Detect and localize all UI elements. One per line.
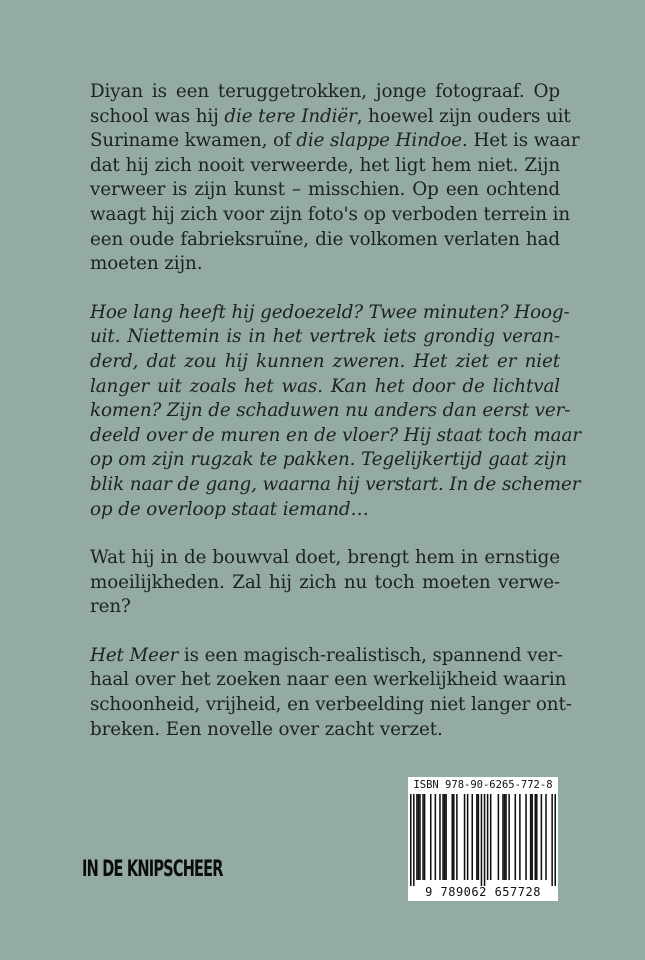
- barcode-bar: [545, 794, 547, 880]
- barcode-bar: [504, 794, 506, 880]
- text-line: Diyan is een teruggetrokken, jonge fotograaf. Op: [90, 81, 560, 102]
- barcode-bar: [551, 794, 553, 886]
- barcode-bar: [435, 794, 437, 880]
- text-line: haal over het zoeken naar een werkelijkheid waarin: [90, 669, 567, 691]
- barcode-bars: [410, 794, 556, 886]
- barcode-bar: [430, 794, 432, 880]
- barcode-bar: [481, 794, 483, 886]
- barcode-bar: [422, 794, 424, 880]
- book-title: Het Meer: [90, 644, 179, 666]
- blurb-paragraph-3: [90, 546, 560, 620]
- barcode-bar: [444, 794, 446, 880]
- text-line: deeld over de muren en de vloer? Hij staat toch maar: [90, 424, 581, 446]
- text-line: breken. Een novelle over zacht verzet.: [90, 718, 443, 740]
- text-line: op om zijn rugzak te pakken. Tegelijkertijd gaat zijn: [90, 449, 567, 471]
- barcode-bar: [439, 794, 441, 880]
- text-line: dat hij zich nooit verweerde, het ligt hem niet. Zijn: [90, 154, 560, 176]
- blurb-paragraph-1: [90, 80, 580, 277]
- barcode-bar: [478, 794, 480, 880]
- text-line: een oude fabrieksruïne, die volkomen verlaten had: [90, 228, 560, 250]
- text-line: school was hij die tere Indiër, hoewel zijn ouders uit: [90, 105, 571, 127]
- emphasis: die tere Indiër: [224, 105, 357, 127]
- barcode-bar: [442, 794, 444, 880]
- isbn-barcode: [408, 777, 558, 901]
- barcode-bar: [531, 794, 533, 880]
- barcode-bar: [413, 794, 415, 886]
- back-cover-blurb: [90, 80, 581, 766]
- text-line: op de overloop staat iemand…: [90, 498, 369, 520]
- text-line: Hoe lang heeft hij gedoezeld? Twee minuten? Hoog-: [90, 301, 570, 323]
- blurb-paragraph-4: [90, 644, 572, 742]
- text-line: komen? Zijn de schaduwen nu anders dan eerst ver-: [90, 400, 571, 422]
- barcode-bar: [541, 794, 543, 880]
- barcode-bar: [536, 794, 538, 880]
- text-line: blik naar de gang, waarna hij verstart. In de schemer: [90, 473, 581, 495]
- text-line: moeilijkheden. Zal hij zich nu toch moeten verwe-: [90, 571, 560, 593]
- text-line: verweer is zijn kunst – misschien. Op een ochtend: [90, 179, 560, 201]
- publisher-logo: IN DE KNIPSCHEER: [82, 857, 223, 882]
- barcode-bar: [471, 794, 473, 880]
- text-line: Suriname kwamen, of die slappe Hindoe. Het is waar: [90, 130, 580, 152]
- barcode-bar: [419, 794, 421, 880]
- barcode-bar: [467, 794, 469, 880]
- barcode-bar: [534, 794, 536, 880]
- text-line: uit. Niettemin is in het vertrek iets grondig veran-: [90, 326, 560, 348]
- barcode-bar: [476, 794, 478, 880]
- text-line: moeten zijn.: [90, 253, 203, 275]
- text-line: langer uit zoals het was. Kan het door de lichtval: [90, 375, 560, 397]
- barcode-bar: [554, 794, 556, 886]
- barcode-bar: [490, 794, 492, 880]
- barcode-bar: [525, 794, 527, 880]
- text-line: schoonheid, vrijheid, en verbeelding niet langer ont-: [90, 694, 572, 716]
- barcode-bar: [508, 794, 510, 880]
- barcode-bar: [416, 794, 418, 880]
- ean-digits: 9 789062 657728: [425, 885, 541, 899]
- barcode-bar: [451, 794, 453, 880]
- barcode-bar: [530, 794, 532, 880]
- barcode-bar: [418, 794, 420, 880]
- barcode-bar: [505, 794, 507, 880]
- barcode-bar: [456, 794, 458, 880]
- barcode-bar: [515, 794, 517, 880]
- text-line: Het Meer is een magisch-realistisch, spannend ver-: [90, 644, 563, 666]
- emphasis: die slappe Hindoe: [296, 130, 463, 152]
- isbn-label: ISBN 978-90-6265-772-8: [413, 779, 553, 791]
- text-line: derd, dat zou hij kunnen zweren. Het ziet er niet: [90, 350, 560, 372]
- barcode-bar: [424, 794, 426, 880]
- barcode-bar: [453, 794, 455, 880]
- barcode-bar: [487, 794, 489, 880]
- blurb-paragraph-2-excerpt: [90, 301, 581, 522]
- barcode-bar: [502, 794, 504, 880]
- barcode-bar: [519, 794, 521, 880]
- barcode-bar: [484, 794, 486, 886]
- barcode-bar: [464, 794, 466, 880]
- barcode-bar: [498, 794, 500, 880]
- text-line: waagt hij zich voor zijn foto's op verboden terrein in: [90, 203, 571, 225]
- text-line: ren?: [90, 596, 131, 618]
- barcode-bar: [445, 794, 447, 880]
- barcode-bar: [410, 794, 412, 886]
- text-line: Wat hij in de bouwval doet, brengt hem in ernstige: [90, 547, 560, 569]
